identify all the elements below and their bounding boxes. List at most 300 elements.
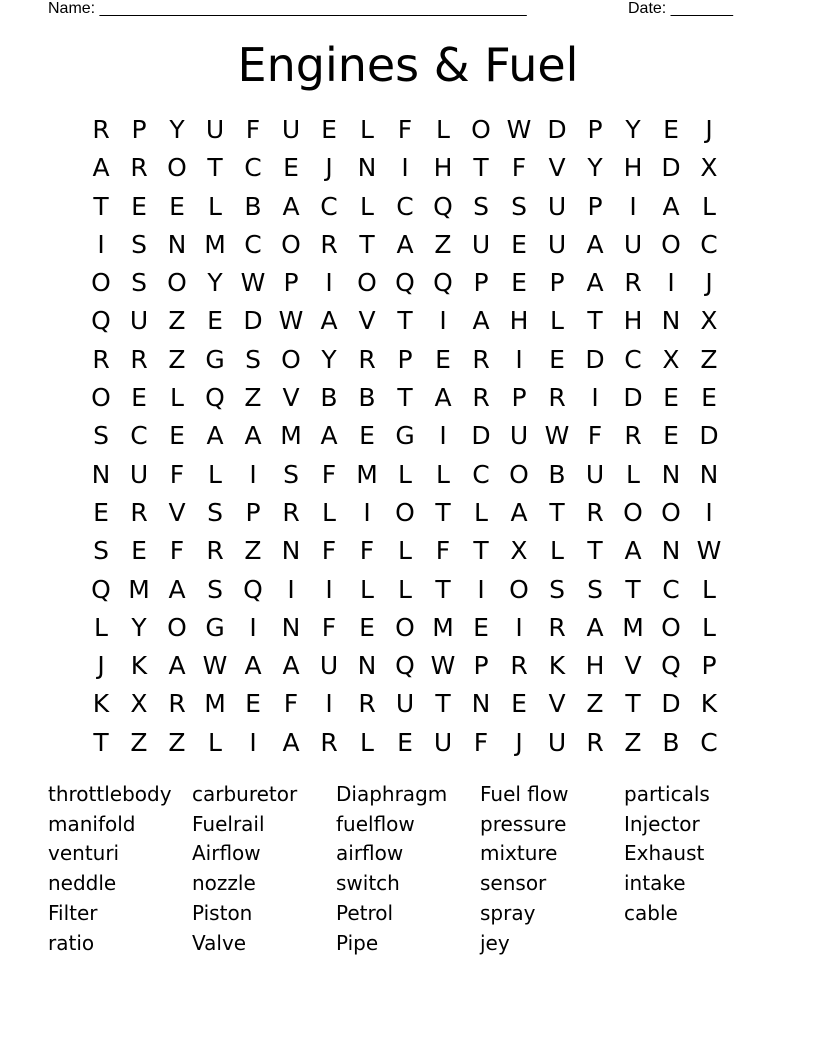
grid-letter: J: [97, 651, 105, 681]
word-item: airflow: [336, 841, 404, 866]
grid-letter: E: [511, 229, 527, 259]
grid-letter: F: [435, 536, 451, 566]
word-item: carburetor: [192, 782, 298, 806]
grid-letter: L: [360, 574, 374, 604]
grid-letter: Z: [700, 344, 718, 374]
grid-row: [82, 609, 728, 647]
grid-letter: R: [130, 344, 148, 374]
grid-letter: I: [515, 344, 523, 374]
grid-letter: X: [662, 344, 680, 374]
grid-letter: L: [474, 497, 488, 527]
grid-letter: Y: [587, 153, 603, 183]
grid-letter: X: [700, 306, 718, 336]
grid-letter: W: [278, 306, 304, 336]
grid-letter: I: [439, 421, 447, 451]
grid-letter: R: [206, 536, 224, 566]
grid-letter: L: [208, 191, 222, 221]
grid-letter: K: [700, 689, 718, 719]
grid-letter: S: [511, 191, 527, 221]
grid-letter: L: [170, 383, 184, 413]
grid-letter: P: [701, 651, 717, 681]
grid-letter: R: [320, 229, 338, 259]
word-item: mixture: [480, 841, 558, 866]
grid-letter: K: [130, 651, 148, 681]
grid-letter: W: [202, 651, 228, 681]
grid-letter: Y: [625, 115, 641, 144]
grid-letter: I: [515, 612, 523, 642]
grid-letter: O: [661, 229, 681, 259]
word-item: Piston: [192, 900, 253, 925]
grid-letter: P: [587, 191, 603, 221]
grid-letter: D: [661, 689, 681, 719]
grid-letter: T: [587, 536, 603, 566]
grid-letter: P: [245, 497, 261, 527]
grid-letter: N: [471, 689, 491, 719]
grid-letter: M: [356, 459, 378, 489]
grid-letter: D: [547, 115, 567, 144]
grid-letter: U: [547, 229, 567, 259]
worksheet-header: [48, 0, 748, 20]
grid-letter: M: [128, 574, 150, 604]
word-item: switch: [336, 871, 400, 896]
grid-letter: I: [401, 153, 409, 183]
grid-letter: F: [321, 459, 337, 489]
word-item: throttlebody: [48, 782, 172, 806]
grid-letter: H: [623, 306, 643, 336]
grid-letter: Z: [624, 727, 642, 757]
grid-letter: T: [397, 306, 413, 336]
grid-letter: M: [432, 612, 454, 642]
grid-letter: D: [585, 344, 605, 374]
grid-letter: V: [168, 497, 186, 527]
grid-letter: F: [169, 536, 185, 566]
grid-letter: C: [244, 229, 262, 259]
grid-letter: U: [471, 229, 491, 259]
grid-letter: A: [92, 153, 110, 183]
grid-letter: Z: [130, 727, 148, 757]
grid-letter: N: [167, 229, 187, 259]
grid-letter: R: [282, 497, 300, 527]
grid-letter: K: [548, 651, 566, 681]
grid-letter: N: [91, 459, 111, 489]
grid-letter: S: [207, 497, 223, 527]
grid-letter: P: [473, 268, 489, 298]
grid-letter: U: [205, 115, 225, 144]
grid-letter: O: [509, 574, 529, 604]
grid-letter: E: [359, 612, 375, 642]
grid-letter: E: [701, 383, 717, 413]
grid-letter: A: [282, 651, 300, 681]
grid-row: [82, 494, 728, 532]
grid-letter: T: [397, 383, 413, 413]
grid-letter: D: [661, 153, 681, 183]
grid-letter: P: [283, 268, 299, 298]
grid-letter: U: [395, 689, 415, 719]
grid-letter: E: [359, 421, 375, 451]
grid-letter: U: [585, 459, 605, 489]
grid-letter: L: [436, 115, 450, 144]
grid-letter: S: [131, 268, 147, 298]
grid-letter: E: [397, 727, 413, 757]
grid-letter: S: [93, 536, 109, 566]
grid-row: [82, 111, 728, 149]
grid-letter: D: [471, 421, 491, 451]
grid-letter: N: [661, 459, 681, 489]
grid-letter: A: [244, 421, 262, 451]
grid-letter: V: [548, 153, 566, 183]
date-field-label: Date: _______: [628, 0, 733, 17]
grid-letter: W: [240, 268, 266, 298]
grid-letter: L: [626, 459, 640, 489]
grid-letter: R: [168, 689, 186, 719]
grid-letter: W: [544, 421, 570, 451]
word-column: [336, 780, 480, 958]
grid-letter: I: [325, 689, 333, 719]
word-column: [480, 780, 624, 958]
word-item: nozzle: [192, 871, 256, 896]
word-item: neddle: [48, 871, 117, 896]
grid-letter: M: [204, 229, 226, 259]
grid-letter: H: [623, 153, 643, 183]
grid-letter: L: [550, 306, 564, 336]
grid-letter: Y: [321, 344, 337, 374]
grid-letter: B: [548, 459, 566, 489]
grid-letter: O: [623, 497, 643, 527]
grid-letter: P: [131, 115, 147, 144]
grid-letter: E: [131, 191, 147, 221]
grid-letter: J: [515, 727, 523, 757]
grid-letter: I: [249, 459, 257, 489]
grid-letter: T: [207, 153, 223, 183]
grid-letter: L: [702, 191, 716, 221]
grid-letter: Y: [169, 115, 185, 144]
grid-letter: A: [320, 306, 338, 336]
grid-letter: E: [663, 383, 679, 413]
grid-letter: R: [130, 497, 148, 527]
grid-letter: R: [586, 727, 604, 757]
grid-letter: I: [591, 383, 599, 413]
grid-letter: Z: [434, 229, 452, 259]
grid-letter: X: [130, 689, 148, 719]
grid-letter: E: [169, 191, 185, 221]
grid-letter: Q: [661, 651, 681, 681]
grid-letter: T: [93, 727, 109, 757]
grid-letter: E: [549, 344, 565, 374]
grid-letter: A: [396, 229, 414, 259]
grid-letter: A: [662, 191, 680, 221]
grid-letter: E: [511, 689, 527, 719]
grid-row: [82, 456, 728, 494]
grid-letter: Q: [395, 268, 415, 298]
word-column: [48, 780, 192, 958]
grid-letter: J: [325, 153, 333, 183]
grid-letter: A: [586, 229, 604, 259]
grid-letter: O: [357, 268, 377, 298]
grid-letter: S: [131, 229, 147, 259]
grid-letter: L: [398, 459, 412, 489]
word-item: manifold: [48, 811, 136, 836]
grid-letter: L: [436, 459, 450, 489]
grid-letter: L: [208, 459, 222, 489]
grid-letter: A: [472, 306, 490, 336]
word-item: Pipe: [336, 930, 379, 955]
grid-letter: A: [206, 421, 224, 451]
grid-letter: H: [585, 651, 605, 681]
grid-row: [82, 149, 728, 187]
grid-letter: W: [506, 115, 532, 144]
grid-letter: H: [509, 306, 529, 336]
grid-letter: E: [663, 421, 679, 451]
word-item: Exhaust: [624, 841, 705, 866]
grid-letter: T: [435, 574, 451, 604]
grid-letter: L: [94, 612, 108, 642]
word-item: cable: [624, 900, 678, 925]
grid-letter: C: [700, 229, 718, 259]
grid-letter: R: [358, 344, 376, 374]
grid-letter: A: [434, 383, 452, 413]
word-item: sensor: [480, 871, 547, 896]
grid-letter: V: [624, 651, 642, 681]
grid-letter: M: [280, 421, 302, 451]
grid-letter: A: [282, 727, 300, 757]
grid-letter: A: [168, 574, 186, 604]
grid-letter: Q: [433, 191, 453, 221]
grid-letter: R: [130, 153, 148, 183]
grid-letter: T: [549, 497, 565, 527]
grid-letter: Z: [168, 344, 186, 374]
grid-letter: C: [700, 727, 718, 757]
grid-letter: I: [363, 497, 371, 527]
grid-letter: L: [702, 574, 716, 604]
grid-letter: O: [471, 115, 491, 144]
word-bank: [48, 780, 768, 958]
grid-row: [82, 571, 728, 609]
grid-letter: R: [624, 268, 642, 298]
grid-letter: Y: [207, 268, 223, 298]
grid-letter: E: [131, 536, 147, 566]
grid-letter: R: [358, 689, 376, 719]
grid-letter: T: [473, 536, 489, 566]
grid-letter: U: [129, 459, 149, 489]
grid-letter: V: [282, 383, 300, 413]
grid-letter: R: [320, 727, 338, 757]
grid-letter: F: [587, 421, 603, 451]
grid-letter: R: [548, 383, 566, 413]
grid-letter: I: [325, 574, 333, 604]
grid-letter: L: [322, 497, 336, 527]
grid-letter: C: [624, 344, 642, 374]
grid-letter: A: [586, 612, 604, 642]
grid-letter: C: [662, 574, 680, 604]
grid-letter: F: [283, 689, 299, 719]
grid-letter: R: [586, 497, 604, 527]
grid-letter: F: [169, 459, 185, 489]
grid-letter: S: [473, 191, 489, 221]
word-item: Fuel flow: [480, 782, 569, 806]
grid-letter: S: [93, 421, 109, 451]
grid-letter: I: [249, 727, 257, 757]
word-item: Injector: [624, 811, 700, 836]
grid-letter: C: [130, 421, 148, 451]
grid-letter: O: [281, 229, 301, 259]
grid-letter: X: [510, 536, 528, 566]
grid-letter: I: [629, 191, 637, 221]
grid-letter: E: [245, 689, 261, 719]
grid-letter: J: [705, 115, 713, 144]
grid-letter: U: [433, 727, 453, 757]
grid-letter: E: [93, 497, 109, 527]
grid-letter: T: [587, 306, 603, 336]
grid-letter: Z: [168, 306, 186, 336]
grid-letter: O: [509, 459, 529, 489]
grid-letter: F: [359, 536, 375, 566]
word-item: Petrol: [336, 900, 394, 925]
grid-letter: G: [205, 612, 225, 642]
grid-letter: N: [357, 153, 377, 183]
grid-letter: G: [205, 344, 225, 374]
grid-letter: L: [360, 727, 374, 757]
grid-letter: U: [281, 115, 301, 144]
letter-grid: [82, 111, 728, 762]
grid-letter: W: [696, 536, 722, 566]
grid-letter: Q: [205, 383, 225, 413]
grid-letter: O: [167, 612, 187, 642]
word-item: venturi: [48, 841, 120, 866]
grid-letter: I: [97, 229, 105, 259]
grid-letter: P: [473, 651, 489, 681]
grid-letter: I: [667, 268, 675, 298]
grid-row: [82, 532, 728, 570]
grid-letter: I: [705, 497, 713, 527]
word-item: intake: [624, 871, 686, 896]
grid-letter: I: [287, 574, 295, 604]
grid-letter: Q: [433, 268, 453, 298]
grid-letter: P: [397, 344, 413, 374]
grid-letter: W: [430, 651, 456, 681]
grid-letter: O: [91, 268, 111, 298]
grid-letter: A: [244, 651, 262, 681]
grid-letter: P: [511, 383, 527, 413]
grid-letter: R: [92, 115, 110, 144]
grid-letter: S: [549, 574, 565, 604]
grid-letter: S: [283, 459, 299, 489]
grid-letter: R: [472, 383, 490, 413]
grid-letter: E: [473, 612, 489, 642]
grid-letter: S: [245, 344, 261, 374]
page-title: Engines & Fuel: [237, 38, 579, 92]
grid-letter: B: [320, 383, 338, 413]
grid-letter: E: [511, 268, 527, 298]
grid-letter: I: [249, 612, 257, 642]
grid-letter: E: [207, 306, 223, 336]
grid-letter: C: [244, 153, 262, 183]
grid-row: [82, 417, 728, 455]
grid-letter: C: [472, 459, 490, 489]
grid-letter: N: [357, 651, 377, 681]
grid-letter: L: [398, 536, 412, 566]
grid-letter: I: [325, 268, 333, 298]
grid-letter: O: [395, 612, 415, 642]
grid-letter: E: [435, 344, 451, 374]
word-item: Fuelrail: [192, 811, 265, 836]
grid-row: [82, 724, 728, 762]
grid-letter: A: [624, 536, 642, 566]
grid-letter: X: [700, 153, 718, 183]
grid-letter: A: [282, 191, 300, 221]
grid-letter: I: [477, 574, 485, 604]
grid-letter: U: [129, 306, 149, 336]
grid-letter: I: [439, 306, 447, 336]
grid-letter: U: [623, 229, 643, 259]
grid-letter: F: [245, 115, 261, 144]
grid-letter: O: [167, 153, 187, 183]
grid-letter: B: [662, 727, 680, 757]
word-item: Airflow: [192, 841, 261, 866]
grid-letter: T: [473, 153, 489, 183]
grid-row: [82, 341, 728, 379]
grid-letter: A: [168, 651, 186, 681]
grid-letter: D: [243, 306, 263, 336]
grid-row: [82, 188, 728, 226]
grid-letter: L: [550, 536, 564, 566]
grid-letter: V: [358, 306, 376, 336]
grid-letter: S: [207, 574, 223, 604]
grid-letter: E: [131, 383, 147, 413]
word-item: Valve: [192, 930, 247, 955]
grid-letter: P: [549, 268, 565, 298]
grid-row: [82, 264, 728, 302]
grid-letter: Q: [243, 574, 263, 604]
grid-letter: O: [91, 383, 111, 413]
grid-letter: E: [321, 115, 337, 144]
grid-letter: D: [623, 383, 643, 413]
grid-letter: L: [360, 115, 374, 144]
grid-letter: T: [359, 229, 375, 259]
grid-letter: Z: [586, 689, 604, 719]
grid-letter: G: [395, 421, 415, 451]
grid-letter: U: [547, 191, 567, 221]
grid-row: [82, 685, 728, 723]
grid-letter: N: [699, 459, 719, 489]
word-item: Filter: [48, 900, 98, 925]
grid-letter: U: [547, 727, 567, 757]
grid-letter: C: [320, 191, 338, 221]
grid-letter: Y: [131, 612, 147, 642]
grid-letter: B: [358, 383, 376, 413]
grid-letter: A: [510, 497, 528, 527]
grid-letter: M: [622, 612, 644, 642]
word-item: particals: [624, 782, 710, 806]
grid-letter: T: [435, 497, 451, 527]
word-column: [624, 780, 768, 958]
grid-letter: N: [281, 612, 301, 642]
word-column: [192, 780, 336, 958]
grid-letter: C: [396, 191, 414, 221]
grid-letter: U: [319, 651, 339, 681]
grid-letter: R: [510, 651, 528, 681]
grid-letter: E: [283, 153, 299, 183]
grid-letter: Q: [395, 651, 415, 681]
grid-letter: F: [321, 612, 337, 642]
word-item: Diaphragm: [336, 782, 448, 806]
grid-letter: N: [281, 536, 301, 566]
grid-row: [82, 379, 728, 417]
grid-letter: U: [509, 421, 529, 451]
grid-letter: T: [93, 191, 109, 221]
grid-letter: Z: [244, 536, 262, 566]
grid-letter: E: [663, 115, 679, 144]
grid-letter: T: [625, 689, 641, 719]
